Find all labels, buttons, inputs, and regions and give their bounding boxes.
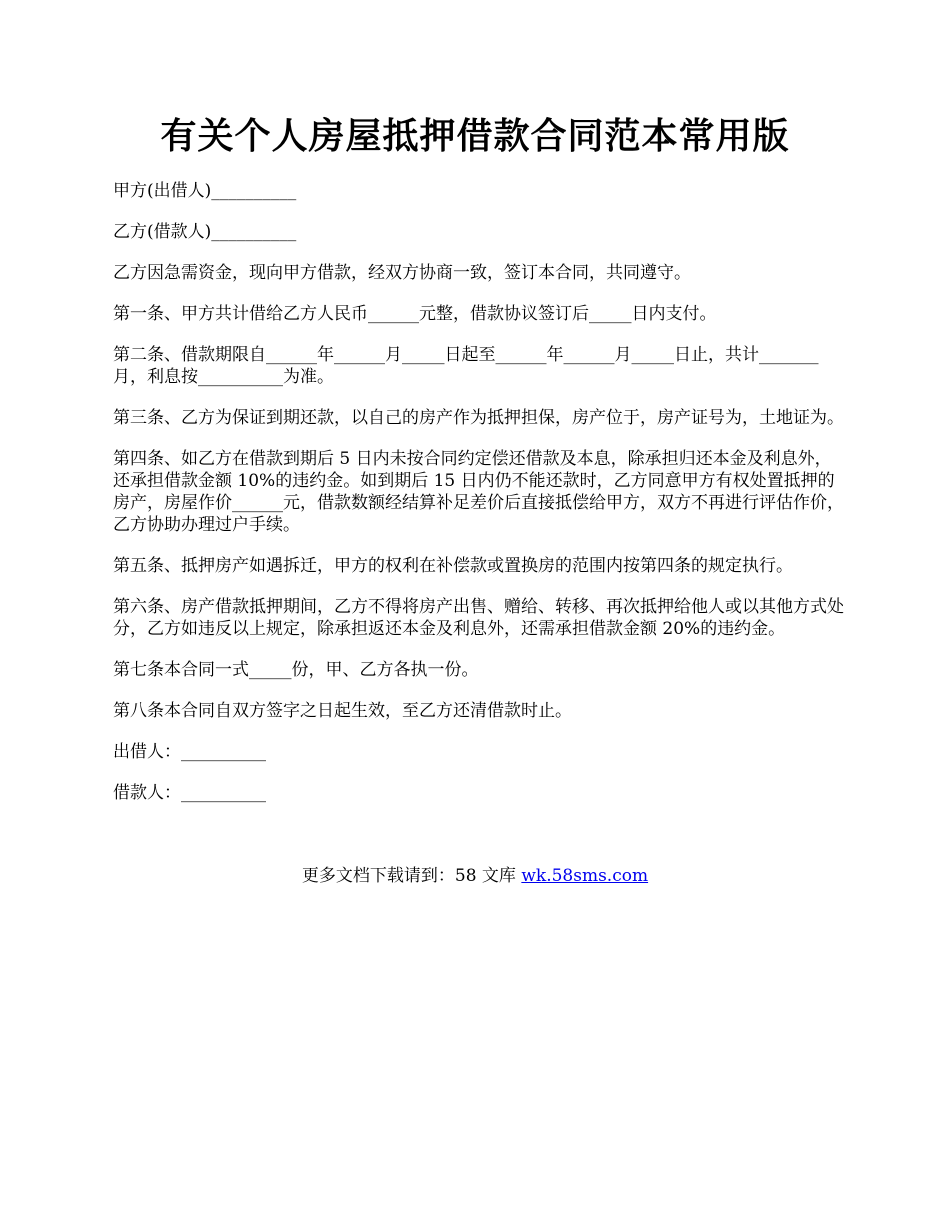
preamble-paragraph: 乙方因急需资金，现向甲方借款，经双方协商一致，签订本合同，共同遵守。 bbox=[113, 263, 691, 283]
article-3-paragraph: 第三条、乙方为保证到期还款，以自己的房产作为抵押担保，房产位于，房产证号为，土地证为。 bbox=[113, 408, 844, 428]
lender-signature-line: 出借人：__________ bbox=[113, 742, 266, 762]
article-6-paragraph: 第六条、房产借款抵押期间，乙方不得将房产出售、赠给、转移、再次抵押给他人或以其他方式处分，乙方如违反以上规定，除承担返还本金及利息外，还需承担借款金额 20%的违约金。 bbox=[113, 597, 844, 639]
article-7-paragraph: 第七条本合同一式_____份，甲、乙方各执一份。 bbox=[113, 660, 479, 680]
footer bbox=[0, 865, 950, 887]
article-5-paragraph: 第五条、抵押房产如遇拆迁，甲方的权利在补偿款或置换房的范围内按第四条的规定执行。 bbox=[113, 556, 793, 576]
article-2-paragraph: 第二条、借款期限自______年______月_____日起至______年______月_____日止，共计_______月，利息按__________为准。 bbox=[113, 345, 819, 387]
party-b-line: 乙方(借款人)__________ bbox=[113, 222, 297, 242]
article-4-paragraph: 第四条、如乙方在借款到期后 5 日内未按合同约定偿还借款及本息，除承担归还本金及利息外，还承担借款金额 10%的违约金。如到期后 15 日内仍不能还款时，乙方同意甲方有权处置抵押的房产，房屋作价______元，借款数额经结算补足差价后直接抵偿给甲方，双方不再进行评估作价，乙方协助办理过户手续。 bbox=[113, 449, 844, 535]
party-a-line: 甲方(出借人)__________ bbox=[113, 181, 297, 201]
document-body bbox=[113, 180, 848, 823]
document-title: 有关个人房屋抵押借款合同范本常用版 bbox=[160, 115, 790, 157]
article-1-paragraph: 第一条、甲方共计借给乙方人民币______元整，借款协议签订后_____日内支付。 bbox=[113, 304, 717, 324]
borrower-signature-line: 借款人：__________ bbox=[113, 783, 266, 803]
article-8-paragraph: 第八条本合同自双方签字之日起生效，至乙方还清借款时止。 bbox=[113, 701, 572, 721]
footer-text: 更多文档下载请到：58 文库 bbox=[301, 866, 522, 886]
footer-link[interactable]: wk.58sms.com bbox=[521, 866, 649, 886]
